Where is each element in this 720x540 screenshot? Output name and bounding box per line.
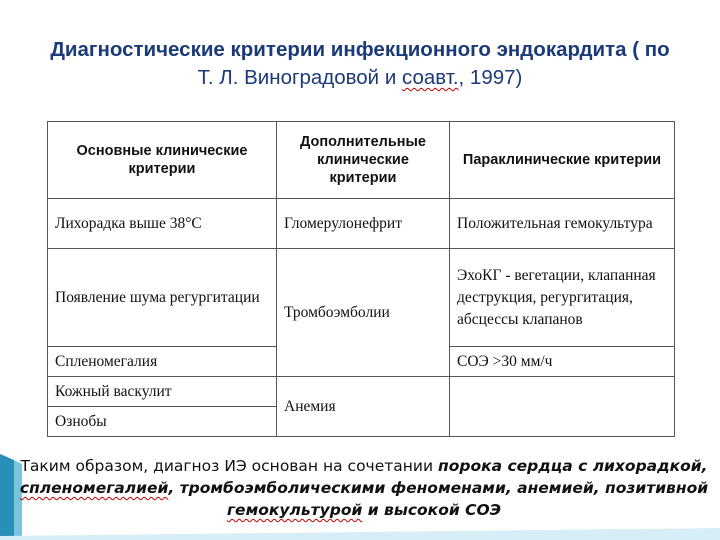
table-cell: Положительная гемокультура <box>450 199 675 249</box>
header-additional-criteria: Дополнительные клинические критерии <box>277 122 450 199</box>
table-cell: Спленомегалия <box>48 347 277 377</box>
table-cell: Гломерулонефрит <box>277 199 450 249</box>
decorative-bottom-stripe <box>0 526 720 540</box>
table-row <box>48 377 675 407</box>
table-cell: Анемия <box>277 377 450 437</box>
criteria-table <box>47 121 675 437</box>
table-header-row <box>48 122 675 199</box>
summary-emphasis-5: и высокой СОЭ <box>362 501 502 519</box>
title-line-2 <box>0 64 720 92</box>
title-line-2-end: , 1997) <box>458 66 523 89</box>
header-paraclinical-criteria: Параклинические критерии <box>450 122 675 199</box>
header-main-criteria: Основные клинические критерии <box>48 122 277 199</box>
summary-emphasis-1: порока сердца с лихорадкой, <box>437 457 708 475</box>
table-row <box>48 249 675 347</box>
summary-emphasis-3: , тромбоэмболическими феноменами, анемией, позитивной <box>168 479 709 497</box>
table-cell: ЭхоКГ - вегетации, клапанная деструкция, регургитация, абсцессы клапанов <box>450 249 675 347</box>
table-cell: Ознобы <box>48 407 277 437</box>
summary-emphasis-2: спленомегалией <box>19 479 169 497</box>
summary-plain: Таким образом, диагноз ИЭ основан на сочетании <box>20 457 438 475</box>
summary-emphasis-4: гемокультурой <box>226 501 363 519</box>
title-line-1: Диагностические критерии инфекционного эндокардита ( по <box>50 38 670 61</box>
table-cell: Тромбоэмболии <box>277 249 450 377</box>
table-cell: Лихорадка выше 38°С <box>48 199 277 249</box>
slide-title <box>0 36 720 92</box>
summary-text <box>14 455 714 521</box>
title-line-2-underlined: соавт. <box>401 66 459 89</box>
table-cell: СОЭ >30 мм/ч <box>450 347 675 377</box>
title-line-2-start: Т. Л. Виноградовой и <box>197 66 402 89</box>
table-row <box>48 199 675 249</box>
table-cell-empty <box>450 377 675 437</box>
table-cell: Появление шума регургитации <box>48 249 277 347</box>
table-cell: Кожный васкулит <box>48 377 277 407</box>
